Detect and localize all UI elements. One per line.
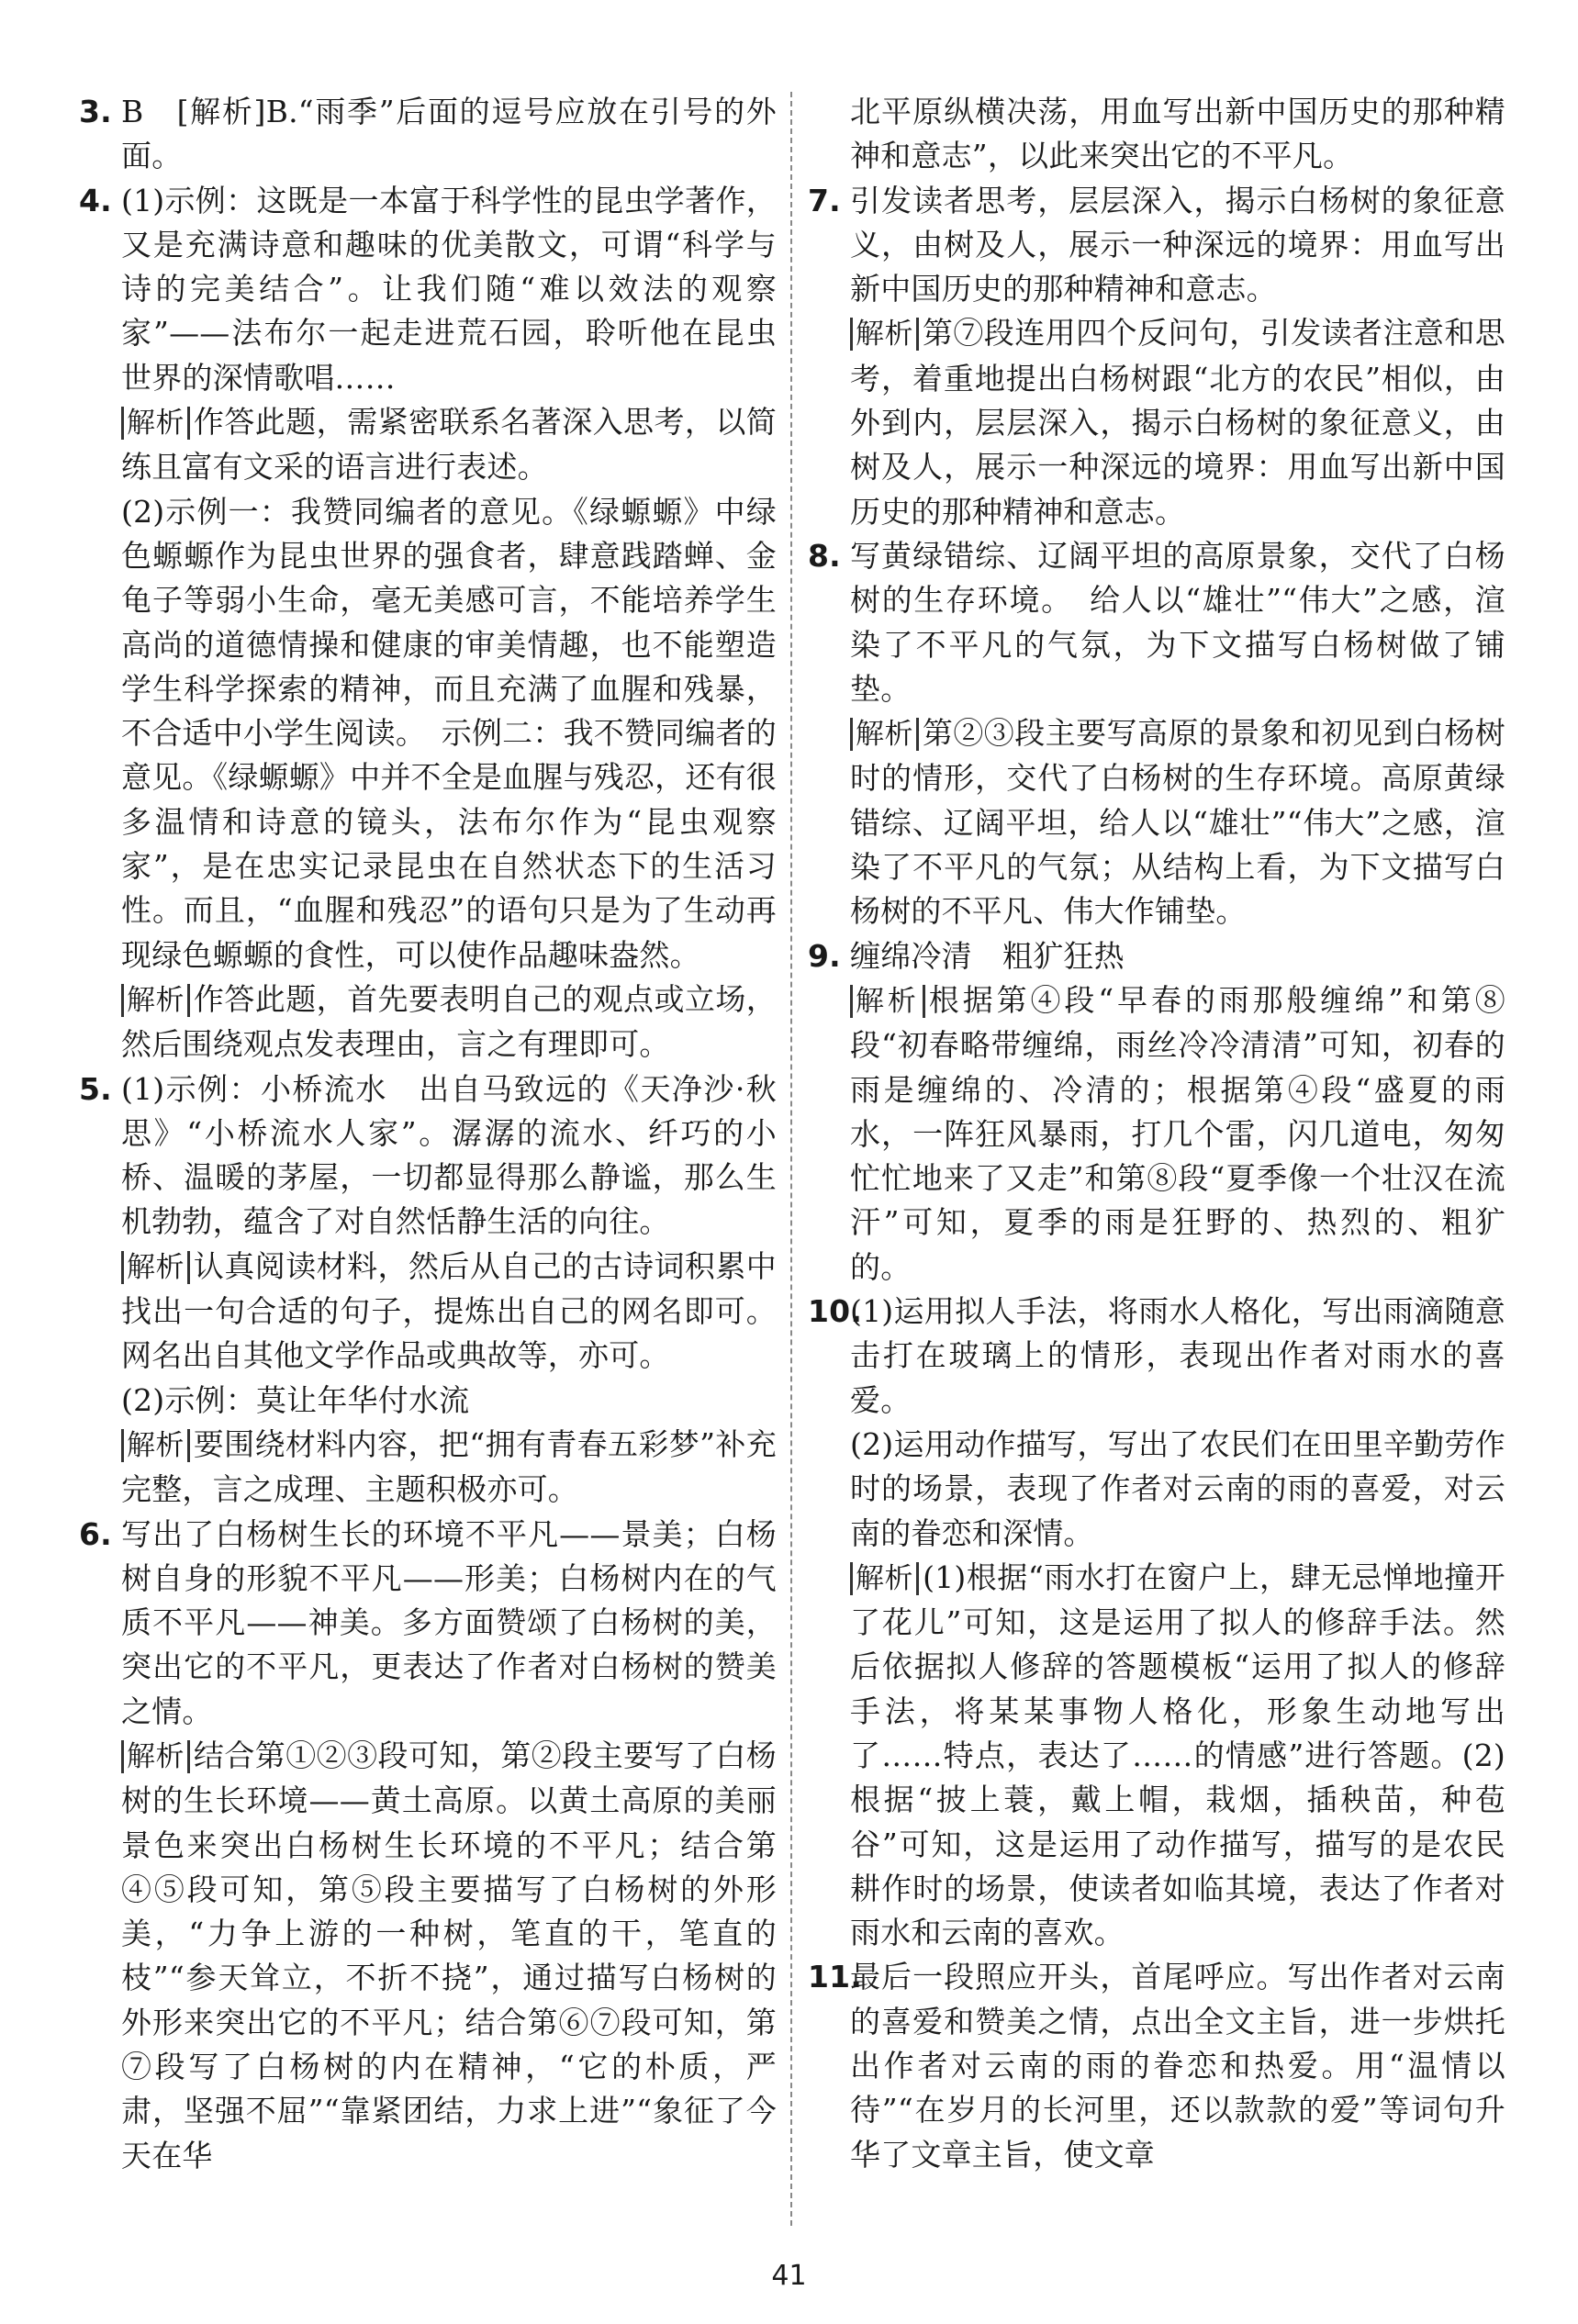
paragraph-text: 引发读者思考，层层深入，揭示白杨树的象征意义，由树及人，展示一种深远的境界：用血写出新中国历史的那种精神和意志。	[850, 182, 1505, 307]
paragraph-text: (2)示例一：我赞同编者的意见。《绿螈螈》中绿色螈螈作为昆虫世界的强食者，肆意践踏蝉、金龟子等弱小生命，毫无美感可言，不能培养学生高尚的道德情操和健康的审美情趣，也不能塑造学生科学探索的精神，而且充满了血腥和残暴，不合适中小学生阅读。 示例二：我不赞同编者的意见。《绿螈螈》中并不全是血腥与残忍，还有很多温情和诗意的镜头，法布尔作为“昆虫观察家”，是在忠实记录昆虫在自然状态下的生活习性。而且，“血腥和残忍”的语句只是为了生动再现绿色螈螈的食性，可以使作品趣味盎然。	[121, 493, 777, 973]
item-number: 6.	[79, 1515, 112, 1552]
item-number: 11.	[808, 1959, 863, 1995]
paragraph-text: 要围绕材料内容，把“拥有青春五彩梦”补充完整，言之成理、主题积极亦可。	[121, 1425, 778, 1508]
answer-item	[808, 534, 1505, 711]
analysis-paragraph	[808, 1556, 1505, 1956]
paragraph-text: 作答此题，首先要表明自己的观点或立场，然后围绕观点发表理由，言之有理即可。	[121, 980, 777, 1063]
analysis-paragraph	[79, 978, 777, 1067]
answer-item	[79, 90, 777, 179]
analysis-paragraph	[79, 1423, 777, 1513]
analysis-paragraph	[808, 311, 1505, 533]
answer-item	[808, 179, 1505, 312]
analysis-tag: 解析	[850, 985, 925, 1018]
analysis-tag: 解析	[850, 318, 919, 351]
paragraph-text: 结合第①②③段可知，第②段主要写了白杨树的生长环境——黄土高原。以黄土高原的美丽景色来突出白杨树生长环境的不平凡；结合第④⑤段可知，第⑤段主要描写了白杨树的外形美，“力争上游的一种树，笔直的干，笔直的枝”“参天耸立，不折不挠”，通过描写白杨树的外形来突出它的不平凡；结合第⑥⑦段可知，第⑦段写了白杨树的内在精神，“它的朴质，严肃，坚强不屈”“靠紧团结，力求上进”“象征了今天在华	[121, 1737, 777, 2173]
answer-item	[808, 1955, 1505, 2176]
answer-paragraph	[808, 1423, 1505, 1556]
paragraph-text: 写黄绿错综、辽阔平坦的高原景象，交代了白杨树的生存环境。 给人以“雄壮”“伟大”之感，渲染了不平凡的气氛，为下文描写白杨树做了铺垫。	[850, 537, 1505, 707]
analysis-paragraph	[79, 400, 777, 490]
paragraph-text: (2)运用动作描写，写出了农民们在田里辛勤劳作时的场景，表现了作者对云南的雨的喜爱，对云南的眷恋和深情。	[850, 1425, 1505, 1551]
paragraph-text: 认真阅读材料，然后从自己的古诗词积累中找出一句合适的句子，提炼出自己的网名即可。网名出自其他文学作品或典故等，亦可。	[121, 1247, 777, 1374]
paragraph-text: (1)根据“雨水打在窗户上，肆无忌惮地撞开了花儿”可知，这是运用了拟人的修辞手法。然后依据拟人修辞的答题模板“运用了拟人的修辞手法，将某某事物人格化，形象生动地写出了……特点，表达了……的情感”进行答题。(2)根据“披上蓑，戴上帽，栽烟，插秧苗，种苞谷”可知，这是运用了动作描写，描写的是农民耕作时的场景，使读者如临其境，表达了作者对雨水和云南的喜欢。	[850, 1559, 1505, 1951]
right-column	[808, 90, 1505, 2177]
answer-item	[79, 1067, 777, 1245]
item-number: 3.	[79, 94, 112, 129]
analysis-paragraph	[79, 1245, 777, 1379]
answer-item	[808, 934, 1505, 978]
paragraph-text: (2)示例：莫让年华付水流	[121, 1381, 470, 1418]
analysis-tag: 解析	[850, 1562, 919, 1595]
paragraph-text: 根据第④段“早春的雨那般缠绵”和第⑧段“初春略带缠绵，雨丝冷冷清清”可知，初春的雨是缠绵的、冷清的；根据第④段“盛夏的雨水，一阵狂风暴雨，打几个雷，闪几道电，匆匆忙忙地来了又走”和第⑧段“夏季像一个壮汉在流汗”可知，夏季的雨是狂野的、热烈的、粗犷的。	[850, 981, 1505, 1285]
answer-item	[808, 1290, 1505, 1423]
analysis-tag: 解析	[850, 718, 919, 751]
paragraph-text: 写出了白杨树生长的环境不平凡——景美；白杨树自身的形貌不平凡——形美；白杨树内在的气质不平凡——神美。多方面赞颂了白杨树的美，突出它的不平凡，更表达了作者对白杨树的赞美之情。	[121, 1515, 777, 1729]
column-divider	[790, 92, 792, 2226]
paragraph-text: 北平原纵横决荡，用血写出新中国历史的那种精神和意志”，以此来突出它的不平凡。	[850, 94, 1505, 174]
answer-paragraph	[808, 90, 1505, 179]
paragraph-text: 第②③段主要写高原的景象和初见到白杨树时的情形，交代了白杨树的生存环境。高原黄绿错综、辽阔平坦，给人以“雄壮”“伟大”之感，渲染了不平凡的气氛；从结构上看，为下文描写白杨树的不平凡、伟大作铺垫。	[850, 715, 1505, 930]
analysis-tag: 解析	[121, 1251, 190, 1284]
answer-item	[79, 1513, 777, 1734]
analysis-tag: 解析	[121, 1740, 190, 1773]
paragraph-text: 最后一段照应开头，首尾呼应。写出作者对云南的喜爱和赞美之情，点出全文主旨，进一步烘托出作者对云南的雨的眷恋和热爱。用“温情以待”“在岁月的长河里，还以款款的爱”等词句升华了文章主旨，使文章	[850, 1959, 1505, 2173]
item-number: 7.	[808, 182, 841, 218]
analysis-paragraph	[808, 711, 1505, 933]
paragraph-text: (1)运用拟人手法，将雨水人格化，写出雨滴随意击打在玻璃上的情形，表现出作者对雨水的喜爱。	[850, 1293, 1505, 1418]
item-number: 4.	[79, 182, 112, 218]
paragraph-text: 缠绵冷清 粗犷狂热	[850, 937, 1125, 974]
left-column	[79, 90, 777, 2178]
paragraph-text: (1)示例：这既是一本富于科学性的昆虫学著作，又是充满诗意和趣味的优美散文，可谓“科学与诗的完美结合”。让我们随“难以效法的观察家”——法布尔一起走进荒石园，聆听他在昆虫世界的深情歌唱……	[121, 182, 777, 396]
paragraph-text: B [解析]B.“雨季”后面的逗号应放在引号的外面。	[121, 94, 777, 174]
answer-item	[79, 179, 777, 400]
answer-paragraph	[79, 490, 777, 978]
item-number: 8.	[808, 537, 841, 574]
page-number: 41	[771, 2260, 807, 2292]
item-number: 10.	[808, 1293, 863, 1330]
paragraph-text: 作答此题，需紧密联系名著深入思考，以简练且富有文采的语言进行表述。	[121, 404, 777, 486]
analysis-tag: 解析	[121, 407, 190, 440]
analysis-paragraph	[808, 978, 1505, 1290]
item-number: 9.	[808, 937, 841, 974]
analysis-paragraph	[79, 1734, 777, 2178]
paragraph-text: (1)示例：小桥流水 出自马致远的《天净沙·秋思》“小桥流水人家”。潺潺的流水、纤巧的小桥、温暖的茅屋，一切都显得那么静谧，那么生机勃勃，蕴含了对自然恬静生活的向往。	[121, 1070, 777, 1240]
analysis-tag: 解析	[121, 1429, 190, 1462]
item-number: 5.	[79, 1070, 112, 1107]
answer-paragraph	[79, 1379, 777, 1423]
analysis-tag: 解析	[121, 984, 190, 1017]
paragraph-text: 第⑦段连用四个反问句，引发读者注意和思考，着重地提出白杨树跟“北方的农民”相似，由外到内，层层深入，揭示白杨树的象征意义，由树及人，展示一种深远的境界：用血写出新中国历史的那种精神和意志。	[850, 315, 1505, 530]
